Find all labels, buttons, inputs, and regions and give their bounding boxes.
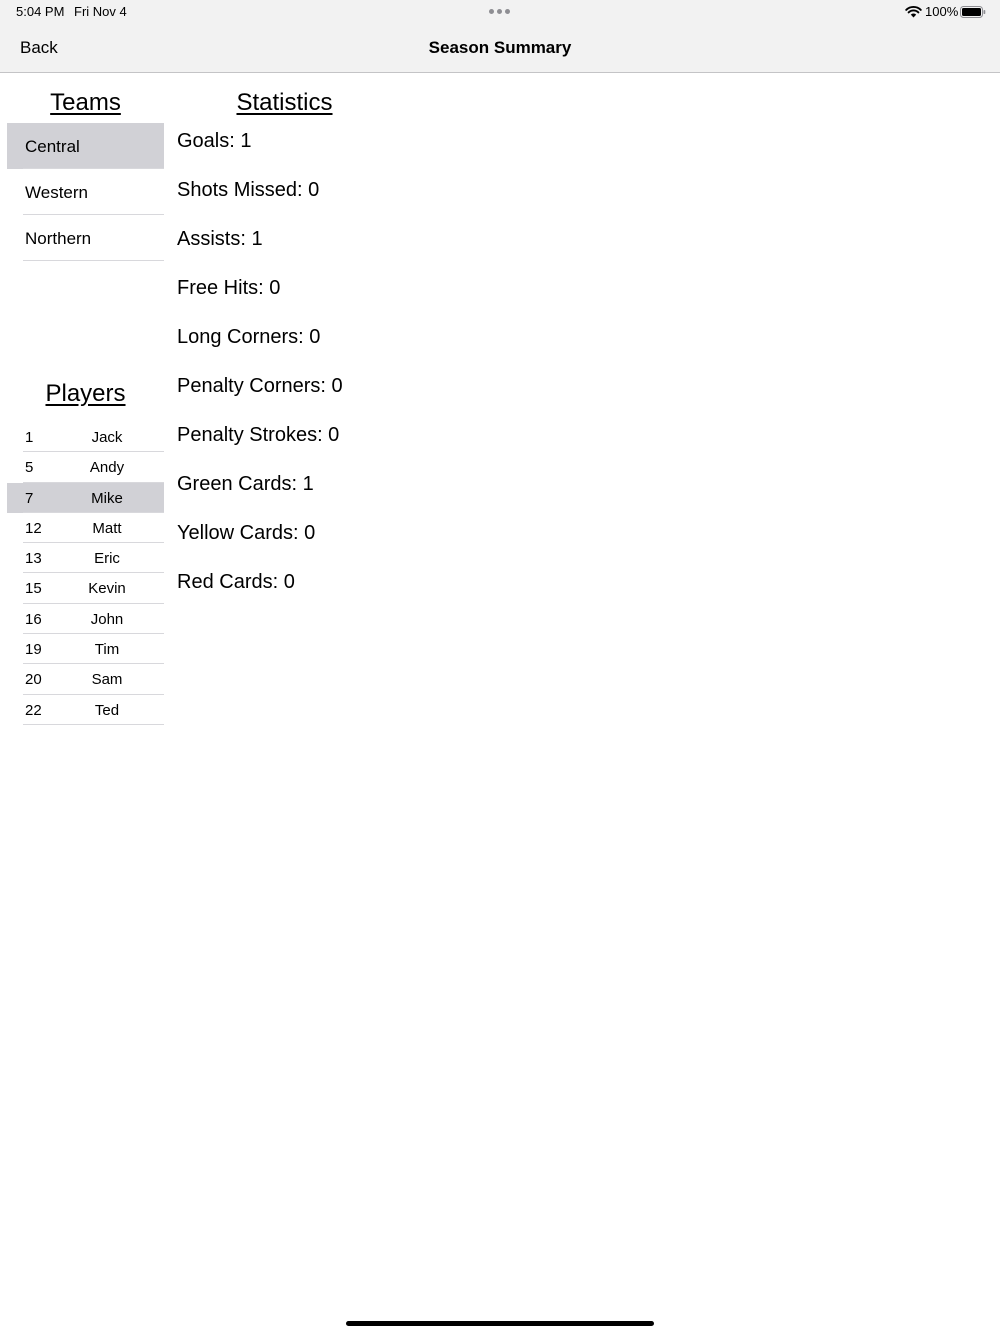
back-button[interactable]: Back <box>20 38 58 57</box>
stat-assists: Assists: 1 <box>177 228 263 250</box>
player-row[interactable] <box>7 604 164 634</box>
player-row[interactable] <box>7 573 164 603</box>
stat-long-corners: Long Corners: 0 <box>177 326 321 348</box>
statistics-header: Statistics <box>236 89 333 116</box>
player-number: 7 <box>25 489 34 507</box>
player-number: 16 <box>25 610 42 628</box>
status-time: 5:04 PM <box>16 4 65 19</box>
player-name: Ted <box>94 701 120 719</box>
teams-list <box>7 123 164 261</box>
home-indicator[interactable] <box>346 1321 654 1326</box>
status-bar <box>0 0 1000 24</box>
players-list <box>7 422 164 725</box>
player-number: 5 <box>25 459 34 477</box>
multitasking-dots-icon[interactable] <box>489 9 510 14</box>
player-row[interactable] <box>7 513 164 543</box>
players-header: Players <box>45 380 126 407</box>
battery-icon <box>960 6 986 18</box>
player-row[interactable] <box>7 664 164 694</box>
player-name: Jack <box>91 429 123 446</box>
stat-penalty-corners: Penalty Corners: 0 <box>177 375 343 397</box>
battery-percentage: 100% <box>925 4 959 19</box>
player-name: Kevin <box>88 580 126 598</box>
team-row[interactable] <box>7 123 164 169</box>
stat-penalty-strokes: Penalty Strokes: 0 <box>177 424 340 446</box>
wifi-icon <box>905 5 922 18</box>
player-row[interactable] <box>7 483 164 513</box>
player-number: 22 <box>25 701 42 719</box>
player-name: John <box>90 610 124 628</box>
team-row[interactable] <box>7 169 164 215</box>
player-name: Andy <box>89 459 125 477</box>
stat-red-cards: Red Cards: 0 <box>177 571 295 593</box>
stat-yellow-cards: Yellow Cards: 0 <box>177 522 316 544</box>
player-row[interactable] <box>7 422 164 452</box>
player-number: 1 <box>25 429 34 446</box>
row-separator <box>23 724 164 725</box>
player-number: 12 <box>25 519 42 537</box>
row-separator <box>23 260 164 261</box>
stat-goals: Goals: 1 <box>177 130 252 152</box>
team-row[interactable] <box>7 215 164 261</box>
player-number: 13 <box>25 550 42 568</box>
status-date: Fri Nov 4 <box>74 4 127 19</box>
stat-shots-missed: Shots Missed: 0 <box>177 179 320 201</box>
player-name: Sam <box>91 671 123 689</box>
player-number: 15 <box>25 580 42 598</box>
player-name: Eric <box>94 550 120 568</box>
player-name: Mike <box>91 489 123 507</box>
stat-green-cards: Green Cards: 1 <box>177 473 314 495</box>
team-name: Northern <box>25 229 92 248</box>
player-name: Matt <box>92 519 122 537</box>
statistics-list <box>177 130 343 620</box>
player-row[interactable] <box>7 695 164 725</box>
stat-free-hits: Free Hits: 0 <box>177 277 281 299</box>
player-name: Tim <box>94 641 120 659</box>
navigation-bar <box>0 24 1000 73</box>
player-row[interactable] <box>7 452 164 482</box>
player-row[interactable] <box>7 634 164 664</box>
page-title: Season Summary <box>428 38 572 57</box>
player-number: 20 <box>25 671 42 689</box>
player-number: 19 <box>25 641 42 659</box>
teams-header: Teams <box>50 89 121 116</box>
team-name: Central <box>25 137 80 156</box>
player-row[interactable] <box>7 543 164 573</box>
team-name: Western <box>25 183 88 202</box>
